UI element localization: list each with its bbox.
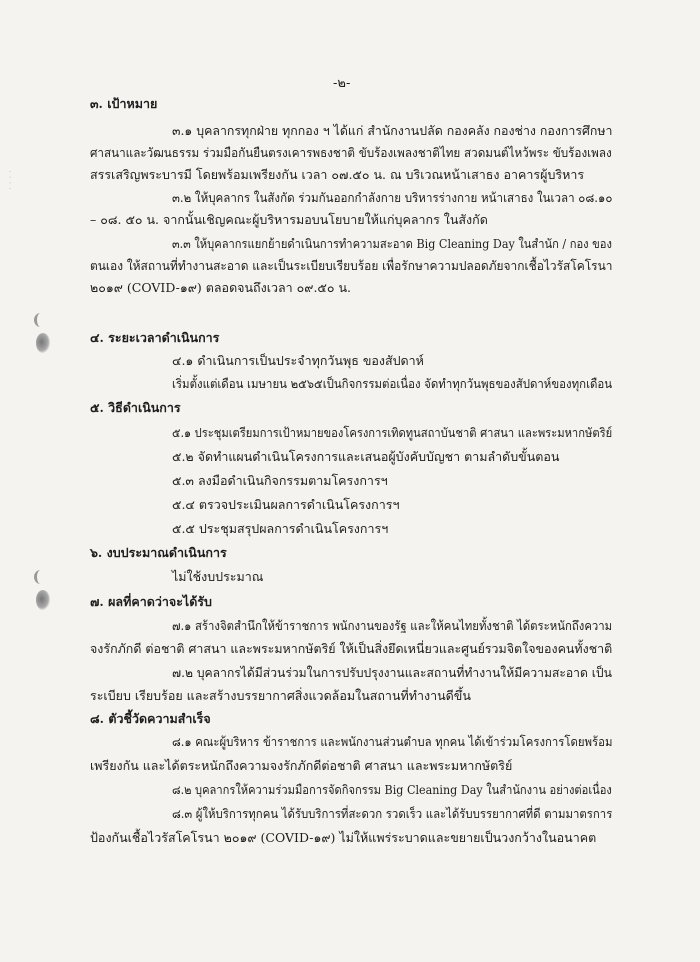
section-heading: ๓. เป้าหมาย: [90, 96, 158, 111]
paragraph-line: ๗.๒ บุคลากรได้มีส่วนร่วมในการปรับปรุงงานและสถานที่ทำงานให้มีความสะอาด เป็น: [172, 665, 612, 680]
section-heading: ๘. ตัวชี้วัดความสำเร็จ: [90, 711, 211, 726]
bleed-through-mark: · · · ·: [4, 170, 14, 191]
paragraph-line: ๒๐๑๙ (COVID-๑๙) ตลอดจนถึงเวลา ๐๙.๕๐ น.: [90, 280, 352, 295]
list-item: ๕.๕ ประชุมสรุปผลการดำเนินโครงการฯ: [172, 521, 389, 536]
page-number: -๒-: [333, 76, 351, 91]
paragraph-line: เพรียงกัน และได้ตระหนักถึงความจงรักภักดีต่อชาติ ศาสนา และพระมหากษัตริย์: [90, 758, 513, 773]
paragraph-line: ๘.๓ ผู้ให้บริการทุกคน ได้รับบริการที่สะดวก รวดเร็ว และได้รับบรรยากาศที่ดี ตามมาตรการ: [172, 806, 613, 821]
paragraph-line: สรรเสริญพระบารมี โดยพร้อมเพรียงกัน เวลา ๐๗.๕๐ น. ณ บริเวณหน้าเสาธง อาคารผู้บริหาร: [90, 167, 585, 182]
paragraph-line: – ๐๘. ๕๐ น. จากนั้นเชิญคณะผู้บริหารมอบนโยบายให้แก่บุคลากร ในสังกัด: [90, 212, 488, 227]
list-item: ๕.๑ ประชุมเตรียมการเป้าหมายของโครงการเทิดทูนสถาบันชาติ ศาสนา และพระมหากษัตริย์: [172, 425, 613, 440]
paragraph-line: ๓.๒ ให้บุคลากร ในสังกัด ร่วมกันออกกำลังกาย บริหารร่างกาย หน้าเสาธง ในเวลา ๐๘.๑๐: [172, 190, 613, 205]
list-item: ๕.๓ ลงมือดำเนินกิจกรรมตามโครงการฯ: [172, 473, 388, 488]
paragraph-line: ๗.๑ สร้างจิตสำนึกให้ข้าราชการ พนักงานของรัฐ และให้คนไทยทั้งชาติ ได้ตระหนักถึงความ: [172, 618, 613, 633]
section-heading: ๗. ผลที่คาดว่าจะได้รับ: [90, 594, 212, 609]
paragraph-line: ป้องกันเชื้อไวรัสโคโรนา ๒๐๑๙ (COVID-๑๙) ไม่ให้แพร่ระบาดและขยายเป็นวงกว้างในอนาคต: [90, 830, 597, 845]
paragraph-line: ๔.๑ ดำเนินการเป็นประจำทุกวันพุธ ของสัปดาห์: [172, 353, 424, 368]
list-item: ๕.๒ จัดทำแผนดำเนินโครงการและเสนอผู้บังคับบัญชา ตามลำดับขั้นตอน: [172, 449, 560, 464]
punch-hole-mark: [34, 570, 47, 584]
paragraph-line: จงรักภักดี ต่อชาติ ศาสนา และพระมหากษัตริย์ ให้เป็นสิ่งยึดเหนี่ยวและศูนย์รวมจิตใจของคนทั้งชาติ: [90, 641, 613, 656]
paragraph-line: ๘.๑ คณะผู้บริหาร ข้าราชการ และพนักงานส่วนตำบล ทุกคน ได้เข้าร่วมโครงการโดยพร้อม: [172, 734, 613, 749]
paragraph-line: ตนเอง ให้สถานที่ทำงานสะอาด และเป็นระเบียบเรียบร้อย เพื่อรักษาความปลอดภัยจากเชื้อไวรัสโคโรนา: [90, 258, 613, 273]
punch-hole-mark: [34, 313, 47, 327]
section-heading: ๕. วิธีดำเนินการ: [90, 400, 181, 415]
paragraph-line: ๓.๓ ให้บุคลากรแยกย้ายดำเนินการทำความสะอาด Big Cleaning Day ในสำนัก / กอง ของ: [172, 236, 612, 251]
paragraph-line: ระเบียบ เรียบร้อย และสร้างบรรยากาศสิ่งแวดล้อมในสถานที่ทำงานดีขึ้น: [90, 688, 471, 703]
paragraph-line: เริ่มตั้งแต่เดือน เมษายน ๒๕๖๕เป็นกิจกรรมต่อเนื่อง จัดทำทุกวันพุธของสัปดาห์ของทุกเดือน: [172, 376, 613, 391]
paragraph-line: ๘.๒ บุคลากรให้ความร่วมมือการจัดกิจกรรม Big Cleaning Day ในสำนักงาน อย่างต่อเนื่อง: [172, 782, 612, 797]
punch-hole: [36, 333, 50, 353]
paragraph-line: ศาสนาและวัฒนธรรม ร่วมมือกันยืนตรงเคารพธงชาติ ขับร้องเพลงชาติไทย สวดมนต์ไหว้พระ ขับร้องเพลง: [90, 145, 612, 160]
list-item: ๕.๔ ตรวจประเมินผลการดำเนินโครงการฯ: [172, 497, 400, 512]
punch-hole: [36, 590, 50, 610]
section-heading: ๖. งบประมาณดำเนินการ: [90, 545, 227, 560]
paragraph-line: ๓.๑ บุคลากรทุกฝ่าย ทุกกอง ฯ ได้แก่ สำนักงานปลัด กองคลัง กองช่าง กองการศึกษา: [172, 123, 613, 138]
section-heading: ๔. ระยะเวลาดำเนินการ: [90, 330, 220, 345]
paragraph-line: ไม่ใช้งบประมาณ: [172, 569, 264, 584]
